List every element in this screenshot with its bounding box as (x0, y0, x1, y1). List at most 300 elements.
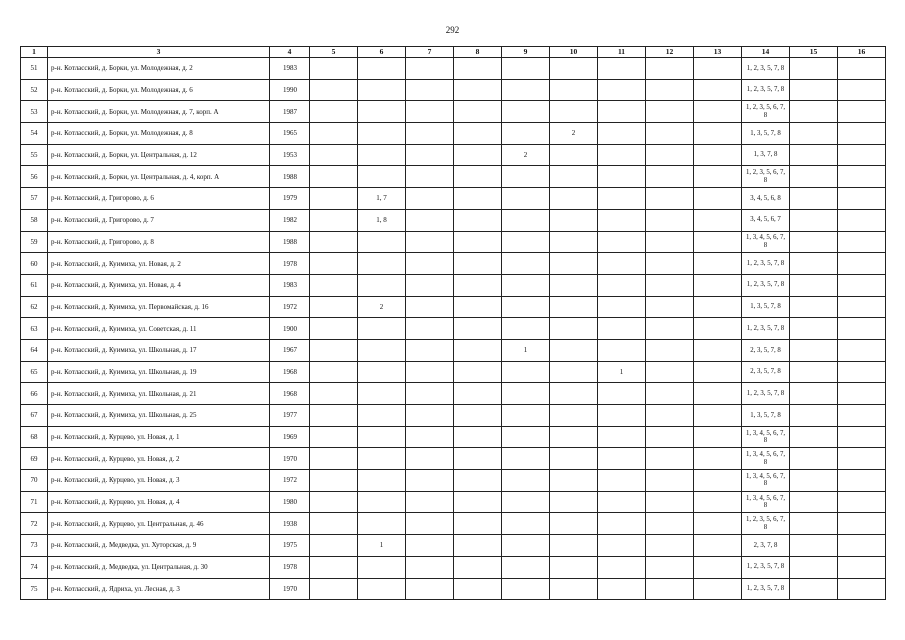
col-9-cell (502, 209, 550, 231)
table-row (21, 556, 886, 578)
col-7-cell (406, 383, 454, 405)
col-12-cell (646, 231, 694, 253)
col-16-cell (838, 101, 886, 123)
table-row (21, 535, 886, 557)
col-9-cell: 1 (502, 339, 550, 361)
col-12-cell (646, 144, 694, 166)
address-cell: р-н. Котласский, д. Курцево, ул. Новая, д. 4 (48, 491, 270, 513)
col-6-cell (358, 318, 406, 340)
col-8-cell (454, 339, 502, 361)
col-8-cell (454, 448, 502, 470)
row-number-cell: 55 (21, 144, 48, 166)
address-cell: р-н. Котласский, д. Григорово, д. 7 (48, 209, 270, 231)
col-16-cell (838, 383, 886, 405)
col-16-cell (838, 144, 886, 166)
col-15-cell (790, 361, 838, 383)
col-16-cell (838, 58, 886, 80)
year-cell: 1972 (270, 470, 310, 492)
col-11-cell (598, 123, 646, 145)
col-14-cell: 1, 3, 5, 7, 8 (742, 123, 790, 145)
col-12-cell (646, 274, 694, 296)
table-row (21, 578, 886, 600)
col-13-cell (694, 361, 742, 383)
year-cell: 1900 (270, 318, 310, 340)
address-cell: р-н. Котласский, д. Куимиха, ул. Первомайская, д. 16 (48, 296, 270, 318)
col-12-cell (646, 491, 694, 513)
col-11-cell (598, 578, 646, 600)
col-8-cell (454, 123, 502, 145)
row-number-cell: 70 (21, 470, 48, 492)
col-12-cell (646, 296, 694, 318)
col-15-cell (790, 448, 838, 470)
col-13-cell (694, 448, 742, 470)
table-row (21, 58, 886, 80)
col-11-cell (598, 318, 646, 340)
col-7-cell (406, 491, 454, 513)
col-7-cell (406, 361, 454, 383)
col-12-cell (646, 188, 694, 210)
col-7-cell (406, 123, 454, 145)
col-15-cell (790, 383, 838, 405)
col-16-cell (838, 274, 886, 296)
col-14-cell: 2, 3, 5, 7, 8 (742, 361, 790, 383)
address-cell: р-н. Котласский, д. Куимиха, ул. Школьная, д. 17 (48, 339, 270, 361)
col-11-cell: 1 (598, 361, 646, 383)
year-cell: 1979 (270, 188, 310, 210)
col-15-cell (790, 166, 838, 188)
year-cell: 1983 (270, 58, 310, 80)
year-cell: 1990 (270, 79, 310, 101)
col-12-cell (646, 383, 694, 405)
column-header: 9 (502, 47, 550, 58)
col-10-cell: 2 (550, 123, 598, 145)
col-9-cell (502, 405, 550, 427)
col-14-cell: 1, 2, 3, 5, 7, 8 (742, 578, 790, 600)
col-9-cell (502, 318, 550, 340)
col-13-cell (694, 405, 742, 427)
col-11-cell (598, 296, 646, 318)
col-13-cell (694, 426, 742, 448)
col-16-cell (838, 79, 886, 101)
col-11-cell (598, 209, 646, 231)
col-15-cell (790, 101, 838, 123)
col-7-cell (406, 513, 454, 535)
table-row (21, 144, 886, 166)
column-header: 12 (646, 47, 694, 58)
col-13-cell (694, 166, 742, 188)
col-14-cell: 1, 3, 4, 5, 6, 7, 8 (742, 470, 790, 492)
table-row (21, 79, 886, 101)
col-11-cell (598, 448, 646, 470)
col-6-cell (358, 491, 406, 513)
col-9-cell (502, 253, 550, 275)
col-7-cell (406, 339, 454, 361)
col-6-cell (358, 448, 406, 470)
col-6-cell: 2 (358, 296, 406, 318)
col-15-cell (790, 535, 838, 557)
column-header: 5 (310, 47, 358, 58)
address-cell: р-н. Котласский, д. Борки, ул. Центральная, д. 4, корп. А (48, 166, 270, 188)
col-7-cell (406, 535, 454, 557)
col-16-cell (838, 166, 886, 188)
column-header: 3 (48, 47, 270, 58)
col-9-cell (502, 491, 550, 513)
column-header: 10 (550, 47, 598, 58)
col-10-cell (550, 361, 598, 383)
col-9-cell (502, 361, 550, 383)
year-cell: 1988 (270, 166, 310, 188)
col-10-cell (550, 274, 598, 296)
row-number-cell: 58 (21, 209, 48, 231)
col-11-cell (598, 253, 646, 275)
col-10-cell (550, 296, 598, 318)
col-16-cell (838, 470, 886, 492)
col-6-cell (358, 556, 406, 578)
col-10-cell (550, 405, 598, 427)
col-5-cell (310, 253, 358, 275)
row-number-cell: 56 (21, 166, 48, 188)
col-8-cell (454, 188, 502, 210)
col-5-cell (310, 58, 358, 80)
col-7-cell (406, 405, 454, 427)
col-6-cell (358, 578, 406, 600)
col-6-cell (358, 58, 406, 80)
col-7-cell (406, 101, 454, 123)
year-cell: 1938 (270, 513, 310, 535)
col-6-cell (358, 470, 406, 492)
col-11-cell (598, 101, 646, 123)
col-5-cell (310, 513, 358, 535)
year-cell: 1967 (270, 339, 310, 361)
table-row (21, 101, 886, 123)
col-8-cell (454, 274, 502, 296)
year-cell: 1980 (270, 491, 310, 513)
col-11-cell (598, 274, 646, 296)
col-5-cell (310, 101, 358, 123)
col-11-cell (598, 491, 646, 513)
col-6-cell (358, 123, 406, 145)
col-10-cell (550, 426, 598, 448)
table-row (21, 448, 886, 470)
col-14-cell: 1, 2, 3, 5, 7, 8 (742, 58, 790, 80)
page-number: 292 (445, 25, 460, 35)
table-row (21, 426, 886, 448)
table-row (21, 405, 886, 427)
table-row (21, 253, 886, 275)
col-6-cell (358, 274, 406, 296)
address-cell: р-н. Котласский, д. Григорово, д. 6 (48, 188, 270, 210)
column-header: 11 (598, 47, 646, 58)
col-8-cell (454, 491, 502, 513)
address-cell: р-н. Котласский, д. Борки, ул. Молодежная, д. 7, корп. А (48, 101, 270, 123)
row-number-cell: 53 (21, 101, 48, 123)
col-10-cell (550, 491, 598, 513)
col-6-cell (358, 426, 406, 448)
col-14-cell: 1, 2, 3, 5, 6, 7, 8 (742, 101, 790, 123)
col-7-cell (406, 448, 454, 470)
col-14-cell: 1, 2, 3, 5, 7, 8 (742, 79, 790, 101)
col-9-cell (502, 231, 550, 253)
col-14-cell: 1, 2, 3, 5, 6, 7, 8 (742, 166, 790, 188)
col-6-cell (358, 513, 406, 535)
col-5-cell (310, 318, 358, 340)
col-10-cell (550, 318, 598, 340)
col-16-cell (838, 535, 886, 557)
col-15-cell (790, 556, 838, 578)
address-cell: р-н. Котласский, д. Куимиха, ул. Советская, д. 11 (48, 318, 270, 340)
col-14-cell: 1, 3, 4, 5, 6, 7, 8 (742, 448, 790, 470)
col-8-cell (454, 578, 502, 600)
col-7-cell (406, 253, 454, 275)
col-16-cell (838, 513, 886, 535)
col-7-cell (406, 144, 454, 166)
col-7-cell (406, 556, 454, 578)
col-10-cell (550, 470, 598, 492)
col-8-cell (454, 253, 502, 275)
col-10-cell (550, 144, 598, 166)
year-cell: 1982 (270, 209, 310, 231)
col-5-cell (310, 188, 358, 210)
table-row (21, 513, 886, 535)
address-cell: р-н. Котласский, д. Курцево, ул. Новая, д. 1 (48, 426, 270, 448)
col-10-cell (550, 448, 598, 470)
year-cell: 1965 (270, 123, 310, 145)
col-14-cell: 1, 2, 3, 5, 7, 8 (742, 556, 790, 578)
header-row (21, 47, 886, 58)
row-number-cell: 59 (21, 231, 48, 253)
col-5-cell (310, 426, 358, 448)
col-12-cell (646, 470, 694, 492)
col-8-cell (454, 361, 502, 383)
col-9-cell (502, 578, 550, 600)
col-7-cell (406, 188, 454, 210)
col-14-cell: 3, 4, 5, 6, 7 (742, 209, 790, 231)
col-9-cell (502, 79, 550, 101)
col-12-cell (646, 513, 694, 535)
col-8-cell (454, 405, 502, 427)
col-16-cell (838, 188, 886, 210)
col-6-cell: 1, 7 (358, 188, 406, 210)
address-cell: р-н. Котласский, д. Курцево, ул. Центральная, д. 46 (48, 513, 270, 535)
address-cell: р-н. Котласский, д. Борки, ул. Центральная, д. 12 (48, 144, 270, 166)
col-6-cell: 1 (358, 535, 406, 557)
year-cell: 1978 (270, 556, 310, 578)
col-14-cell: 2, 3, 5, 7, 8 (742, 339, 790, 361)
row-number-cell: 52 (21, 79, 48, 101)
address-cell: р-н. Котласский, д. Куимиха, ул. Новая, д. 2 (48, 253, 270, 275)
col-15-cell (790, 58, 838, 80)
row-number-cell: 64 (21, 339, 48, 361)
row-number-cell: 73 (21, 535, 48, 557)
col-13-cell (694, 79, 742, 101)
col-12-cell (646, 166, 694, 188)
col-9-cell (502, 470, 550, 492)
col-9-cell (502, 101, 550, 123)
col-15-cell (790, 188, 838, 210)
col-12-cell (646, 318, 694, 340)
row-number-cell: 66 (21, 383, 48, 405)
col-15-cell (790, 405, 838, 427)
col-14-cell: 1, 3, 4, 5, 6, 7, 8 (742, 491, 790, 513)
col-16-cell (838, 405, 886, 427)
col-10-cell (550, 231, 598, 253)
col-5-cell (310, 491, 358, 513)
col-8-cell (454, 101, 502, 123)
col-8-cell (454, 58, 502, 80)
col-14-cell: 1, 2, 3, 5, 7, 8 (742, 253, 790, 275)
year-cell: 1972 (270, 296, 310, 318)
col-12-cell (646, 123, 694, 145)
table-row (21, 470, 886, 492)
year-cell: 1987 (270, 101, 310, 123)
col-8-cell (454, 318, 502, 340)
col-11-cell (598, 188, 646, 210)
row-number-cell: 75 (21, 578, 48, 600)
col-7-cell (406, 58, 454, 80)
col-8-cell (454, 166, 502, 188)
col-6-cell (358, 231, 406, 253)
table-row (21, 296, 886, 318)
col-10-cell (550, 166, 598, 188)
year-cell: 1975 (270, 535, 310, 557)
row-number-cell: 51 (21, 58, 48, 80)
col-14-cell: 1, 3, 4, 5, 6, 7, 8 (742, 426, 790, 448)
col-16-cell (838, 426, 886, 448)
col-9-cell (502, 296, 550, 318)
col-13-cell (694, 513, 742, 535)
col-12-cell (646, 58, 694, 80)
address-cell: р-н. Котласский, д. Курцево, ул. Новая, д. 2 (48, 448, 270, 470)
col-12-cell (646, 405, 694, 427)
col-5-cell (310, 166, 358, 188)
col-10-cell (550, 578, 598, 600)
address-cell: р-н. Котласский, д. Борки, ул. Молодежная, д. 2 (48, 58, 270, 80)
column-header: 15 (790, 47, 838, 58)
col-10-cell (550, 339, 598, 361)
col-10-cell (550, 101, 598, 123)
col-6-cell (358, 253, 406, 275)
col-12-cell (646, 101, 694, 123)
col-5-cell (310, 383, 358, 405)
col-10-cell (550, 383, 598, 405)
row-number-cell: 68 (21, 426, 48, 448)
col-12-cell (646, 79, 694, 101)
col-13-cell (694, 535, 742, 557)
col-12-cell (646, 556, 694, 578)
col-12-cell (646, 253, 694, 275)
col-6-cell (358, 339, 406, 361)
address-cell: р-н. Котласский, д. Борки, ул. Молодежная, д. 6 (48, 79, 270, 101)
address-cell: р-н. Котласский, д. Медведка, ул. Центральная, д. 30 (48, 556, 270, 578)
col-13-cell (694, 188, 742, 210)
col-13-cell (694, 339, 742, 361)
col-14-cell: 1, 2, 3, 5, 7, 8 (742, 318, 790, 340)
col-13-cell (694, 209, 742, 231)
table-row (21, 383, 886, 405)
col-12-cell (646, 209, 694, 231)
col-11-cell (598, 470, 646, 492)
col-13-cell (694, 578, 742, 600)
col-11-cell (598, 58, 646, 80)
col-5-cell (310, 578, 358, 600)
table-row (21, 274, 886, 296)
col-7-cell (406, 578, 454, 600)
column-header: 16 (838, 47, 886, 58)
col-12-cell (646, 361, 694, 383)
col-14-cell: 1, 2, 3, 5, 6, 7, 8 (742, 513, 790, 535)
column-header: 8 (454, 47, 502, 58)
table-row (21, 209, 886, 231)
col-10-cell (550, 556, 598, 578)
row-number-cell: 62 (21, 296, 48, 318)
col-13-cell (694, 556, 742, 578)
col-11-cell (598, 535, 646, 557)
col-13-cell (694, 123, 742, 145)
col-9-cell (502, 188, 550, 210)
col-15-cell (790, 296, 838, 318)
col-9-cell (502, 556, 550, 578)
col-11-cell (598, 556, 646, 578)
year-cell: 1970 (270, 578, 310, 600)
col-16-cell (838, 209, 886, 231)
col-14-cell: 1, 3, 5, 7, 8 (742, 296, 790, 318)
column-header: 1 (21, 47, 48, 58)
col-15-cell (790, 209, 838, 231)
address-cell: р-н. Котласский, д. Ядриха, ул. Лесная, д. 3 (48, 578, 270, 600)
year-cell: 1968 (270, 361, 310, 383)
col-15-cell (790, 426, 838, 448)
col-11-cell (598, 339, 646, 361)
col-15-cell (790, 339, 838, 361)
col-14-cell: 1, 3, 4, 5, 6, 7, 8 (742, 231, 790, 253)
year-cell: 1978 (270, 253, 310, 275)
col-7-cell (406, 318, 454, 340)
col-5-cell (310, 296, 358, 318)
col-14-cell: 3, 4, 5, 6, 8 (742, 188, 790, 210)
col-7-cell (406, 166, 454, 188)
col-15-cell (790, 253, 838, 275)
col-6-cell: 1, 8 (358, 209, 406, 231)
col-9-cell (502, 535, 550, 557)
table-row (21, 123, 886, 145)
year-cell: 1953 (270, 144, 310, 166)
col-16-cell (838, 253, 886, 275)
col-14-cell: 1, 2, 3, 5, 7, 8 (742, 383, 790, 405)
col-11-cell (598, 231, 646, 253)
col-16-cell (838, 448, 886, 470)
col-9-cell (502, 58, 550, 80)
col-5-cell (310, 470, 358, 492)
col-14-cell: 1, 2, 3, 5, 7, 8 (742, 274, 790, 296)
col-9-cell (502, 426, 550, 448)
column-header: 7 (406, 47, 454, 58)
table-row (21, 361, 886, 383)
col-14-cell: 1, 3, 5, 7, 8 (742, 405, 790, 427)
col-11-cell (598, 79, 646, 101)
col-5-cell (310, 448, 358, 470)
row-number-cell: 63 (21, 318, 48, 340)
col-5-cell (310, 556, 358, 578)
col-15-cell (790, 79, 838, 101)
year-cell: 1970 (270, 448, 310, 470)
col-13-cell (694, 231, 742, 253)
col-13-cell (694, 274, 742, 296)
col-6-cell (358, 405, 406, 427)
address-cell: р-н. Котласский, д. Курцево, ул. Новая, д. 3 (48, 470, 270, 492)
col-8-cell (454, 79, 502, 101)
col-9-cell (502, 513, 550, 535)
col-7-cell (406, 274, 454, 296)
